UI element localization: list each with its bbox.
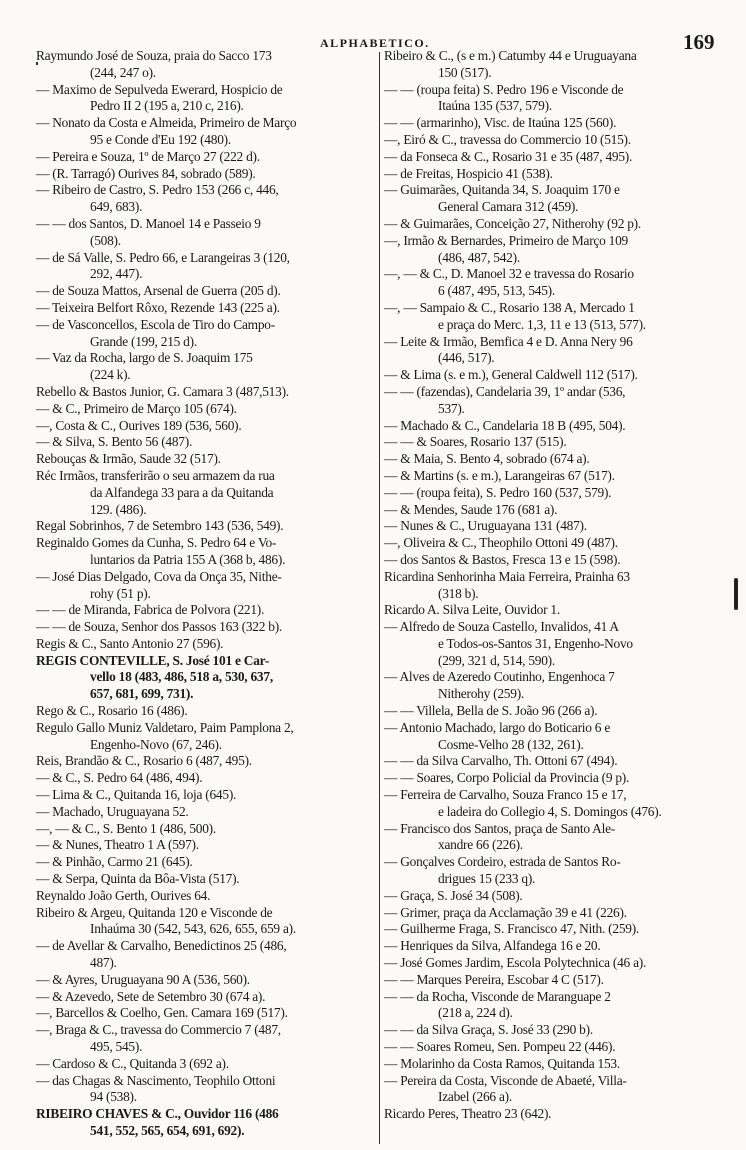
directory-entry	[384, 418, 730, 435]
directory-entry	[384, 468, 730, 485]
entry-continuation-line: (446, 517).	[438, 350, 495, 366]
entry-continuation-line: (508).	[90, 232, 121, 248]
entry-first-line: — Pereira e Souza, 1º de Março 27 (222 d).	[36, 148, 260, 164]
entry-first-line: — Lima & C., Quitanda 16, loja (645).	[36, 787, 237, 803]
directory-entry	[384, 115, 730, 132]
directory-entry	[384, 905, 730, 922]
directory-entry	[36, 653, 376, 703]
directory-entry	[384, 334, 730, 368]
entry-first-line: REGIS CONTEVILLE, S. José 101 e Car-	[36, 652, 270, 668]
entry-first-line: Reynaldo João Gerth, Ourives 64.	[36, 887, 211, 903]
entry-continuation-line: e Todos-os-Santos 31, Engenho-Novo	[438, 635, 633, 651]
directory-entry	[36, 804, 376, 821]
directory-entry	[36, 602, 376, 619]
directory-entry	[36, 115, 376, 149]
entry-first-line: — Machado & C., Candelaria 18 B (495, 504).	[384, 417, 626, 433]
entry-first-line: — Maximo de Sepulveda Ewerard, Hospicio de	[36, 81, 283, 97]
directory-entry	[384, 535, 730, 552]
entry-first-line: — Ferreira de Carvalho, Souza Franco 15 e 17,	[384, 787, 627, 803]
entry-first-line: — das Chagas & Nascimento, Teophilo Ottoni	[36, 1072, 276, 1088]
entry-first-line: — Gonçalves Cordeiro, estrada de Santos Ro-	[384, 854, 621, 870]
entry-first-line: Ribeiro & Argeu, Quitanda 120 e Visconde de	[36, 904, 273, 920]
directory-entry	[36, 871, 376, 888]
entry-continuation-line: e ladeira do Collegio 4, S. Domingos (476).	[438, 803, 662, 819]
directory-entry	[384, 451, 730, 468]
entry-continuation-line: 129. (486).	[90, 501, 147, 517]
entry-continuation-line: Nitherohy (259).	[438, 686, 524, 702]
directory-entry	[36, 854, 376, 871]
directory-entry	[36, 1106, 376, 1140]
entry-continuation-line: xandre 66 (226).	[438, 837, 523, 853]
entry-first-line: —, — Sampaio & C., Rosario 138 A, Mercado 1	[384, 299, 635, 315]
entry-continuation-line: e praça do Merc. 1,3, 11 e 13 (513, 577).	[438, 316, 646, 332]
page-number: 169	[683, 30, 715, 54]
entry-continuation-line: drigues 15 (233 q).	[438, 871, 536, 887]
entry-first-line: — (R. Tarragó) Ourives 84, sobrado (589).	[36, 165, 256, 181]
entry-first-line: — — Villela, Bella de S. João 96 (266 a).	[384, 703, 598, 719]
directory-entry	[36, 317, 376, 351]
directory-entry	[36, 149, 376, 166]
directory-entry	[36, 283, 376, 300]
directory-entry	[384, 921, 730, 938]
directory-entry	[384, 888, 730, 905]
entry-first-line: Rego & C., Rosario 16 (486).	[36, 703, 188, 719]
entry-first-line: Raymundo José de Souza, praia do Sacco 173	[36, 48, 272, 63]
directory-entry	[36, 401, 376, 418]
entry-first-line: — — de Miranda, Fabrica de Polvora (221).	[36, 602, 265, 618]
entry-first-line: — Nunes & C., Uruguayana 131 (487).	[384, 518, 587, 534]
entry-first-line: —, Irmão & Bernardes, Primeiro de Março 109	[384, 232, 628, 248]
directory-entry	[384, 972, 730, 989]
directory-entry	[36, 1056, 376, 1073]
entry-continuation-line: 649, 683).	[90, 199, 143, 215]
entry-first-line: — de Avellar & Carvalho, Benedictinos 25 (486,	[36, 938, 287, 954]
entry-first-line: — dos Santos & Bastos, Fresca 13 e 15 (598).	[384, 551, 621, 567]
entry-first-line: — & C., Primeiro de Março 105 (674).	[36, 400, 237, 416]
entry-first-line: — de Sá Valle, S. Pedro 66, e Larangeiras 3 (120,	[36, 249, 290, 265]
entry-first-line: — — & Soares, Rosario 137 (515).	[384, 434, 567, 450]
entry-continuation-line: 292, 447).	[90, 266, 143, 282]
directory-entry	[384, 266, 730, 300]
entry-first-line: — & Mendes, Saude 176 (681 a).	[384, 501, 558, 517]
entry-first-line: — — de Souza, Senhor dos Passos 163 (322 b).	[36, 619, 283, 635]
entry-first-line: —, Eiró & C., travessa do Commercio 10 (515).	[384, 131, 631, 147]
entry-first-line: — & Guimarães, Conceição 27, Nitherohy (92 p).	[384, 215, 641, 231]
directory-entry	[384, 989, 730, 1023]
entry-first-line: — Cardoso & C., Quitanda 3 (692 a).	[36, 1055, 229, 1071]
entry-continuation-line: Cosme-Velho 28 (132, 261).	[438, 736, 584, 752]
directory-entry	[36, 384, 376, 401]
entry-continuation-line: 150 (517).	[438, 64, 492, 80]
directory-entry	[384, 703, 730, 720]
entry-first-line: — & Ayres, Uruguayana 90 A (536, 560).	[36, 971, 250, 987]
column-divider	[379, 52, 380, 1144]
entry-first-line: — da Fonseca & C., Rosario 31 e 35 (487, 495).	[384, 148, 633, 164]
entry-first-line: Ricardina Senhorinha Maia Ferreira, Prainha 63	[384, 568, 630, 584]
entry-first-line: — — da Silva Carvalho, Th. Ottoni 67 (494).	[384, 753, 618, 769]
entry-continuation-line: Itaúna 135 (537, 579).	[438, 98, 552, 114]
directory-entry	[36, 720, 376, 754]
directory-entry	[384, 434, 730, 451]
entry-first-line: —, — & C., D. Manoel 32 e travessa do Rosario	[384, 266, 634, 282]
entry-continuation-line: 487).	[90, 955, 117, 971]
directory-entry	[384, 182, 730, 216]
directory-entry	[36, 619, 376, 636]
directory-entry	[384, 149, 730, 166]
entry-continuation-line: (299, 321 d, 514, 590).	[438, 652, 555, 668]
directory-entry	[384, 569, 730, 603]
entry-continuation-line: Grande (199, 215 d).	[90, 333, 197, 349]
entry-first-line: — Ribeiro de Castro, S. Pedro 153 (266 c, 446,	[36, 182, 279, 198]
entry-first-line: — Graça, S. José 34 (508).	[384, 887, 523, 903]
entry-first-line: — & Martins (s. e m.), Larangeiras 67 (517).	[384, 467, 615, 483]
entry-first-line: — & Pinhão, Carmo 21 (645).	[36, 854, 193, 870]
entry-continuation-line: da Alfandega 33 para a da Quitanda	[90, 484, 274, 500]
entry-first-line: — Guilherme Fraga, S. Francisco 47, Nith. (259).	[384, 921, 640, 937]
directory-entry	[384, 938, 730, 955]
entry-first-line: — — Marques Pereira, Escobar 4 C (517).	[384, 971, 604, 987]
entry-continuation-line: 94 (538).	[90, 1089, 137, 1105]
directory-entry	[36, 938, 376, 972]
entry-first-line: — — (roupa feita) S. Pedro 196 e Visconde de	[384, 81, 624, 97]
entry-first-line: — — da Rocha, Visconde de Maranguape 2	[384, 988, 611, 1004]
directory-entry	[36, 250, 376, 284]
directory-entry	[384, 1056, 730, 1073]
directory-entry	[384, 367, 730, 384]
right-column	[384, 48, 730, 1123]
entry-first-line: — — Soares Romeu, Sen. Pompeu 22 (446).	[384, 1039, 616, 1055]
entry-first-line: — Henriques da Silva, Alfandega 16 e 20.	[384, 938, 601, 954]
entry-first-line: — & Serpa, Quinta da Bôa-Vista (517).	[36, 871, 240, 887]
entry-continuation-line: (224 k).	[90, 367, 131, 383]
directory-entry	[36, 166, 376, 183]
directory-entry	[384, 1073, 730, 1107]
entry-first-line: Réc Irmãos, transferirão o seu armazem da rua	[36, 467, 275, 483]
directory-entry	[36, 216, 376, 250]
directory-entry	[384, 821, 730, 855]
entry-first-line: — Nonato da Costa e Almeida, Primeiro de Março	[36, 115, 297, 131]
directory-entry	[36, 182, 376, 216]
entry-first-line: Reis, Brandão & C., Rosario 6 (487, 495).	[36, 753, 252, 769]
entry-first-line: — Vaz da Rocha, largo de S. Joaquim 175	[36, 350, 253, 366]
entry-first-line: — — Soares, Corpo Policial da Provincia (9 p).	[384, 770, 630, 786]
entry-first-line: Reginaldo Gomes da Cunha, S. Pedro 64 e Vo-	[36, 535, 277, 551]
entry-first-line: —, Barcellos & Coelho, Gen. Camara 169 (517).	[36, 1005, 288, 1021]
directory-entry	[36, 888, 376, 905]
directory-entry	[36, 770, 376, 787]
entry-first-line: — — dos Santos, D. Manoel 14 e Passeio 9	[36, 215, 261, 231]
directory-entry	[36, 837, 376, 854]
directory-entry	[36, 535, 376, 569]
entry-continuation-line: rohy (51 p).	[90, 585, 151, 601]
entry-first-line: Rebello & Bastos Junior, G. Camara 3 (487,513).	[36, 383, 289, 399]
directory-entry	[384, 48, 730, 82]
entry-first-line: — & Azevedo, Sete de Setembro 30 (674 a).	[36, 988, 266, 1004]
entry-first-line: Regal Sobrinhos, 7 de Setembro 143 (536, 549).	[36, 518, 284, 534]
directory-entry	[384, 602, 730, 619]
entry-first-line: —, — & C., S. Bento 1 (486, 500).	[36, 820, 216, 836]
directory-entry	[384, 82, 730, 116]
directory-entry	[36, 703, 376, 720]
entry-first-line: — Francisco dos Santos, praça de Santo Ale-	[384, 820, 615, 836]
entry-first-line: — Grimer, praça da Acclamação 39 e 41 (226).	[384, 904, 627, 920]
directory-entry	[384, 502, 730, 519]
directory-entry	[36, 636, 376, 653]
entry-first-line: Ribeiro & C., (s e m.) Catumby 44 e Uruguayana	[384, 48, 637, 63]
entry-continuation-line: Izabel (266 a).	[438, 1089, 512, 1105]
directory-entry	[36, 418, 376, 435]
directory-entry	[384, 384, 730, 418]
entry-first-line: — José Dias Delgado, Cova da Onça 35, Nithe-	[36, 568, 282, 584]
entry-continuation-line: 495, 545).	[90, 1039, 143, 1055]
directory-entry	[36, 753, 376, 770]
directory-entry	[36, 518, 376, 535]
entry-continuation-line: 541, 552, 565, 654, 691, 692).	[90, 1123, 245, 1138]
entry-first-line: — — (armarinho), Visc. de Itaúna 125 (560).	[384, 115, 617, 131]
entry-continuation-line: Pedro II 2 (195 a, 210 c, 216).	[90, 98, 244, 114]
entry-first-line: Regis & C., Santo Antonio 27 (596).	[36, 635, 224, 651]
entry-first-line: — & Maia, S. Bento 4, sobrado (674 a).	[384, 451, 590, 467]
entry-first-line: — de Souza Mattos, Arsenal de Guerra (205 d).	[36, 283, 281, 299]
margin-ink-mark	[734, 578, 738, 610]
entry-first-line: —, Costa & C., Ourives 189 (536, 560).	[36, 417, 242, 433]
directory-entry	[384, 770, 730, 787]
entry-first-line: — Molarinho da Costa Ramos, Quitanda 153.	[384, 1055, 620, 1071]
entry-first-line: — Alves de Azeredo Coutinho, Engenhoca 7	[384, 669, 615, 685]
directory-entry	[36, 1073, 376, 1107]
entry-continuation-line: General Camara 312 (459).	[438, 199, 579, 215]
directory-entry	[384, 300, 730, 334]
directory-entry	[384, 619, 730, 669]
entry-continuation-line: 95 e Conde d'Eu 192 (480).	[90, 131, 231, 147]
entry-first-line: RIBEIRO CHAVES & C., Ouvidor 116 (486	[36, 1106, 279, 1122]
directory-entry	[36, 48, 376, 82]
entry-first-line: — Guimarães, Quitanda 34, S. Joaquim 170 e	[384, 182, 620, 198]
entry-continuation-line: Engenho-Novo (67, 246).	[90, 736, 222, 752]
directory-entry	[384, 720, 730, 754]
directory-entry	[384, 166, 730, 183]
running-title: ALPHABETICO.	[320, 36, 430, 50]
entry-continuation-line: 537).	[438, 400, 465, 416]
directory-entry	[384, 552, 730, 569]
directory-entry	[384, 1106, 730, 1123]
directory-entry	[384, 1039, 730, 1056]
directory-entry	[384, 854, 730, 888]
directory-entry	[36, 989, 376, 1006]
directory-entry	[384, 233, 730, 267]
entry-first-line: — José Gomes Jardim, Escola Polytechnica (46 a).	[384, 955, 647, 971]
entry-first-line: — de Freitas, Hospicio 41 (538).	[384, 165, 553, 181]
directory-entry	[384, 1022, 730, 1039]
directory-entry	[36, 1005, 376, 1022]
entry-first-line: — Leite & Irmão, Bemfica 4 e D. Anna Nery 96	[384, 333, 633, 349]
entry-first-line: Ricardo A. Silva Leite, Ouvidor 1.	[384, 602, 560, 618]
directory-entry	[36, 972, 376, 989]
entry-continuation-line: 657, 681, 699, 731).	[90, 686, 194, 702]
entry-first-line: — Antonio Machado, largo do Boticario 6 e	[384, 719, 611, 735]
directory-entry	[36, 569, 376, 603]
directory-entry	[384, 753, 730, 770]
directory-entry	[36, 821, 376, 838]
directory-entry	[36, 787, 376, 804]
entry-first-line: — Pereira da Costa, Visconde de Abaeté, Villa-	[384, 1072, 627, 1088]
directory-entry	[36, 451, 376, 468]
directory-entry	[36, 82, 376, 116]
entry-continuation-line: (318 b).	[438, 585, 479, 601]
entry-first-line: —, Braga & C., travessa do Commercio 7 (487,	[36, 1022, 281, 1038]
entry-first-line: Ricardo Peres, Theatro 23 (642).	[384, 1106, 552, 1122]
directory-entry	[384, 669, 730, 703]
entry-first-line: — — (fazendas), Candelaria 39, 1º andar (536,	[384, 383, 626, 399]
entry-first-line: — & Nunes, Theatro 1 A (597).	[36, 837, 199, 853]
directory-entry	[384, 216, 730, 233]
entry-continuation-line: 6 (487, 495, 513, 545).	[438, 283, 555, 299]
entry-first-line: — de Vasconcellos, Escola de Tiro do Campo-	[36, 316, 275, 332]
entry-first-line: — & Silva, S. Bento 56 (487).	[36, 434, 193, 450]
directory-entry	[384, 518, 730, 535]
directory-entry	[36, 434, 376, 451]
entry-first-line: — — (roupa feita), S. Pedro 160 (537, 579).	[384, 484, 612, 500]
directory-entry	[384, 485, 730, 502]
directory-entry	[36, 905, 376, 939]
entry-continuation-line: vello 18 (483, 486, 518 a, 530, 637,	[90, 669, 273, 685]
entry-first-line: — & Lima (s. e m.), General Caldwell 112 (517).	[384, 367, 638, 383]
directory-entry	[384, 787, 730, 821]
entry-continuation-line: (486, 487, 542).	[438, 249, 520, 265]
directory-entry	[36, 300, 376, 317]
directory-entry	[384, 955, 730, 972]
entry-continuation-line: Inhaúma 30 (542, 543, 626, 655, 659 a).	[90, 921, 296, 937]
entry-continuation-line: luntarios da Patria 155 A (368 b, 486).	[90, 551, 286, 567]
directory-entry	[36, 1022, 376, 1056]
directory-entry	[36, 468, 376, 518]
entry-first-line: — Teixeira Belfort Rôxo, Rezende 143 (225 a).	[36, 299, 280, 315]
entry-first-line: — — da Silva Graça, S. José 33 (290 b).	[384, 1022, 593, 1038]
directory-entry	[384, 132, 730, 149]
directory-entry	[36, 350, 376, 384]
entry-first-line: — Machado, Uruguayana 52.	[36, 803, 189, 819]
entry-first-line: — & C., S. Pedro 64 (486, 494).	[36, 770, 203, 786]
entry-continuation-line: (244, 247 o).	[90, 64, 156, 80]
entry-continuation-line: (218 a, 224 d).	[438, 1005, 513, 1021]
entry-first-line: Regulo Gallo Muniz Valdetaro, Paim Pamplona 2,	[36, 719, 294, 735]
entry-first-line: —, Oliveira & C., Theophilo Ottoni 49 (487).	[384, 535, 618, 551]
entry-first-line: — Alfredo de Souza Castello, Invalidos, 41 A	[384, 619, 619, 635]
left-column	[36, 48, 376, 1140]
entry-first-line: Rebouças & Irmão, Saude 32 (517).	[36, 451, 221, 467]
